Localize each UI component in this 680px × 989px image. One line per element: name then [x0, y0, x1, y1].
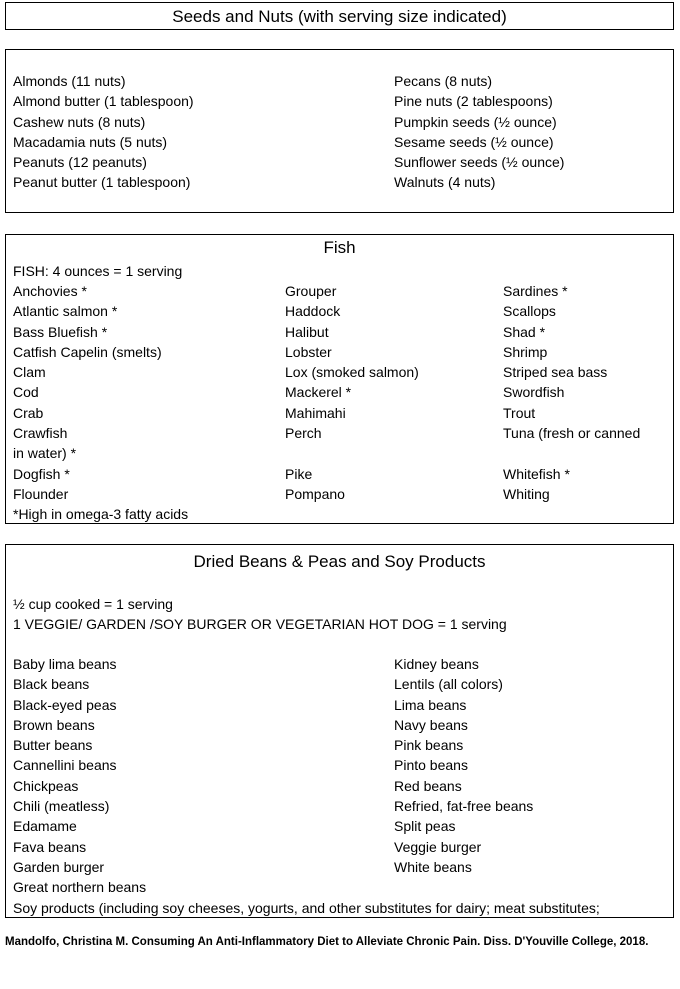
- seeds-nuts-list-box: [5, 49, 674, 213]
- list-item: Almonds (11 nuts): [13, 73, 126, 89]
- list-item: Crawfish: [13, 425, 68, 442]
- beans-title: Dried Beans & Peas and Soy Products: [193, 552, 486, 571]
- list-item: Shrimp: [503, 343, 548, 360]
- fish-title: Fish: [323, 238, 356, 257]
- list-item: Navy beans: [394, 716, 468, 733]
- list-item: Edamame: [13, 818, 77, 835]
- list-item: [285, 443, 419, 463]
- fish-column-3: [503, 281, 640, 504]
- list-item: Black-eyed peas: [13, 696, 117, 713]
- list-item: Chickpeas: [13, 777, 79, 794]
- list-item: Great northern beans: [13, 879, 147, 896]
- soy-products-note: Soy products (including soy cheeses, yogurts, and other substitutes for dairy; meat substitutes;: [13, 899, 600, 916]
- list-item: Mackerel *: [285, 384, 352, 401]
- fish-footnote: *High in omega-3 fatty acids: [13, 506, 189, 523]
- list-item: in water) *: [13, 445, 77, 462]
- list-item: Swordfish: [503, 384, 565, 401]
- list-item: Peanuts (12 peanuts): [13, 154, 147, 171]
- burger-serving-size: 1 VEGGIE/ GARDEN /SOY BURGER OR VEGETARIAN HOT DOG = 1 serving: [13, 616, 507, 632]
- list-item: Cashew nuts (8 nuts): [13, 113, 146, 130]
- list-item: White beans: [394, 858, 472, 875]
- list-item: Scallops: [503, 303, 556, 320]
- list-item: Fava beans: [13, 838, 87, 855]
- list-item: Sardines *: [503, 283, 568, 299]
- beans-box: [5, 544, 674, 918]
- list-item: Almond butter (1 tablespoon): [13, 93, 194, 110]
- fish-box: [5, 234, 674, 524]
- list-item: Lobster: [285, 343, 332, 360]
- citation: Mandolfo, Christina M. Consuming An Anti-Inflammatory Diet to Alleviate Chronic Pain. Diss. D'Youville College, 2018.: [5, 936, 649, 948]
- seeds-nuts-title: Seeds and Nuts (with serving size indicated): [172, 7, 507, 26]
- list-item: Lima beans: [394, 696, 467, 713]
- fish-column-2: [285, 281, 419, 504]
- list-item: Lentils (all colors): [394, 676, 503, 693]
- list-item: Whiting: [503, 485, 550, 502]
- list-item: Kidney beans: [394, 656, 479, 672]
- list-item: Walnuts (4 nuts): [394, 174, 496, 191]
- list-item: Pine nuts (2 tablespoons): [394, 93, 553, 110]
- list-item: Peanut butter (1 tablespoon): [13, 174, 191, 191]
- fish-serving-size: FISH: 4 ounces = 1 serving: [13, 263, 183, 279]
- list-item: Shad *: [503, 323, 546, 340]
- list-item: Butter beans: [13, 737, 93, 754]
- seeds-nuts-right-column: [394, 71, 564, 193]
- list-item: Pecans (8 nuts): [394, 73, 493, 89]
- list-item: Trout: [503, 404, 536, 421]
- list-item: Pike: [285, 465, 313, 482]
- list-item: Dogfish *: [13, 465, 70, 482]
- list-item: Lox (smoked salmon): [285, 364, 419, 381]
- list-item: Cannellini beans: [13, 757, 117, 774]
- list-item: Haddock: [285, 303, 341, 320]
- list-item: Pumpkin seeds (½ ounce): [394, 113, 557, 130]
- list-item: Chili (meatless): [13, 798, 110, 815]
- list-item: Veggie burger: [394, 838, 482, 855]
- list-item: Refried, fat-free beans: [394, 798, 534, 815]
- list-item: Black beans: [13, 676, 90, 693]
- list-item: Garden burger: [13, 858, 105, 875]
- list-item: Brown beans: [13, 716, 95, 733]
- list-item: Cod: [13, 384, 39, 401]
- list-item: Grouper: [285, 283, 337, 299]
- list-item: Bass Bluefish *: [13, 323, 108, 340]
- list-item: Whitefish *: [503, 465, 570, 482]
- list-item: Macadamia nuts (5 nuts): [13, 133, 168, 150]
- list-item: Pink beans: [394, 737, 464, 754]
- beans-right-column: [394, 654, 533, 877]
- seeds-nuts-title-box: [5, 2, 674, 30]
- list-item: Flounder: [13, 485, 69, 502]
- fish-column-1: [13, 281, 188, 525]
- list-item: Sesame seeds (½ ounce): [394, 133, 554, 150]
- list-item: Tuna (fresh or canned: [503, 425, 641, 442]
- list-item: Red beans: [394, 777, 462, 794]
- list-item: [503, 443, 640, 463]
- list-item: Crab: [13, 404, 44, 421]
- list-item: Halibut: [285, 323, 329, 340]
- list-item: Atlantic salmon *: [13, 303, 118, 320]
- list-item: Pompano: [285, 485, 345, 502]
- list-item: Anchovies *: [13, 283, 87, 299]
- list-item: Mahimahi: [285, 404, 346, 421]
- list-item: Sunflower seeds (½ ounce): [394, 154, 565, 171]
- list-item: Pinto beans: [394, 757, 468, 774]
- list-item: Catfish Capelin (smelts): [13, 343, 162, 360]
- list-item: Split peas: [394, 818, 456, 835]
- list-item: Striped sea bass: [503, 364, 608, 381]
- beans-serving-size: ½ cup cooked = 1 serving: [13, 596, 173, 612]
- list-item: Clam: [13, 364, 46, 381]
- list-item: Baby lima beans: [13, 656, 117, 672]
- list-item: Perch: [285, 425, 322, 442]
- seeds-nuts-left-column: [13, 71, 194, 193]
